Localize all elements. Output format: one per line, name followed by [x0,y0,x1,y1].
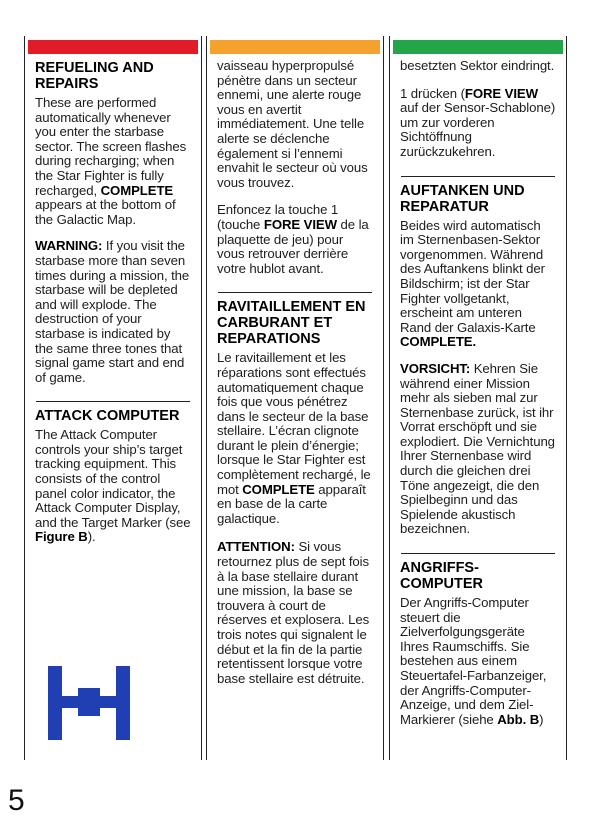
orange-color-bar [210,40,380,54]
fore-view-paragraph-de: 1 drücken (FORE VIEW auf der Sensor-Schablone) um zur vorderen Sichtöffnung zurückzukehren. [400,85,556,159]
vorsicht-paragraph: VORSICHT: Kehren Sie während einer Mission mehr als sieben mal zur Sternenbase zurück, ist ihr Vorrat erschöpft und sie explodiert. Die Vernichtung Ihrer Sternenbase wird durch die gleichen drei Töne angezeigt, die den Spielbeginn und das Spielende akustisch bezeichnen. [400,360,555,537]
attack-computer-paragraph: The Attack Computer controls your ship’s target tracking equipment. This consists of the control panel color indicator, the Attack Computer Display, and the Target Marker (see Figure B). [35,427,191,545]
red-color-bar [28,40,198,54]
green-color-bar [393,40,563,54]
alert-paragraph: vaisseau hyperpropulsé pénètre dans un secteur ennemi, une alerte rouge vous en avertit immédiatement. Une telle alerte se déclenche également si l’ennemi envahit le secteur où vous vous trouvez. [217,58,368,190]
auftanken-paragraph: Beides wird automatisch im Sternenbasen-Sektor vorgenommen. Während des Auftankens blinkt der Bildschirm; ist der Star Fighter vollgetankt, erscheint am unteren Rand der Galaxis-Karte COMPLETE. [400,217,545,350]
column-english [24,36,202,760]
star-fighter-icon [48,666,130,740]
fore-view-paragraph: Enfoncez la touche 1 (touche FORE VIEW de la plaquette de jeu) pour vous retrouver derrière votre hublot avant. [217,202,369,276]
angriffs-computer-heading: ANGRIFFS-COMPUTER [400,560,483,593]
warning-paragraph: WARNING: If you visit the starbase more than seven times during a mission, the starbase will be depleted and will explode. The destruction of your starbase is indicated by the same three tones that signal game start and end of game. [35,238,190,385]
ravitaillement-heading: RAVITAILLEMENT EN CARBURANT ET REPARATIONS [217,299,366,348]
sektor-paragraph: besetzten Sektor eindringt. [400,58,555,73]
page-number: 5 [8,784,25,817]
attention-paragraph: ATTENTION: Si vous retournez plus de sept fois à la base stellaire durant une mission, la base se trouvera à court de réserves et explosera. Les trois notes qui signalent le début et la fin de la partie retentissent lorsque votre base stellaire est détruite. [217,539,370,686]
column-german [389,36,567,760]
column-french [206,36,384,760]
refueling-heading: REFUELING AND REPAIRS [35,60,154,92]
ravitaillement-paragraph: Le ravitaillement et les réparations sont effectués automatiquement chaque fois que vous pénétrez dans le secteur de la base stellaire. L’écran clignote durant le plein d’énergie; lorsque le Star Fighter est complètement rechargé, le mot COMPLETE apparaît en base de la carte galactique. [217,350,371,526]
angriffs-computer-paragraph: Der Angriffs-Computer steuert die Zielverfolgungsgeräte Ihres Raumschiffs. Sie bestehen aus einem Steuertafel-Farbanzeiger, der Angriffs-Computer-Anzeige, und dem Ziel-Markierer (siehe Abb. B) [400,595,547,727]
refueling-paragraph: These are performed automatically whenever you enter the starbase sector. The screen flashes during recharging; when the Star Fighter is fully recharged, COMPLETE appears at the bottom of the Galactic Map. [35,95,187,227]
attack-computer-heading: ATTACK COMPUTER [35,408,180,425]
auftanken-heading: AUFTANKEN UND REPARATUR [400,182,525,215]
